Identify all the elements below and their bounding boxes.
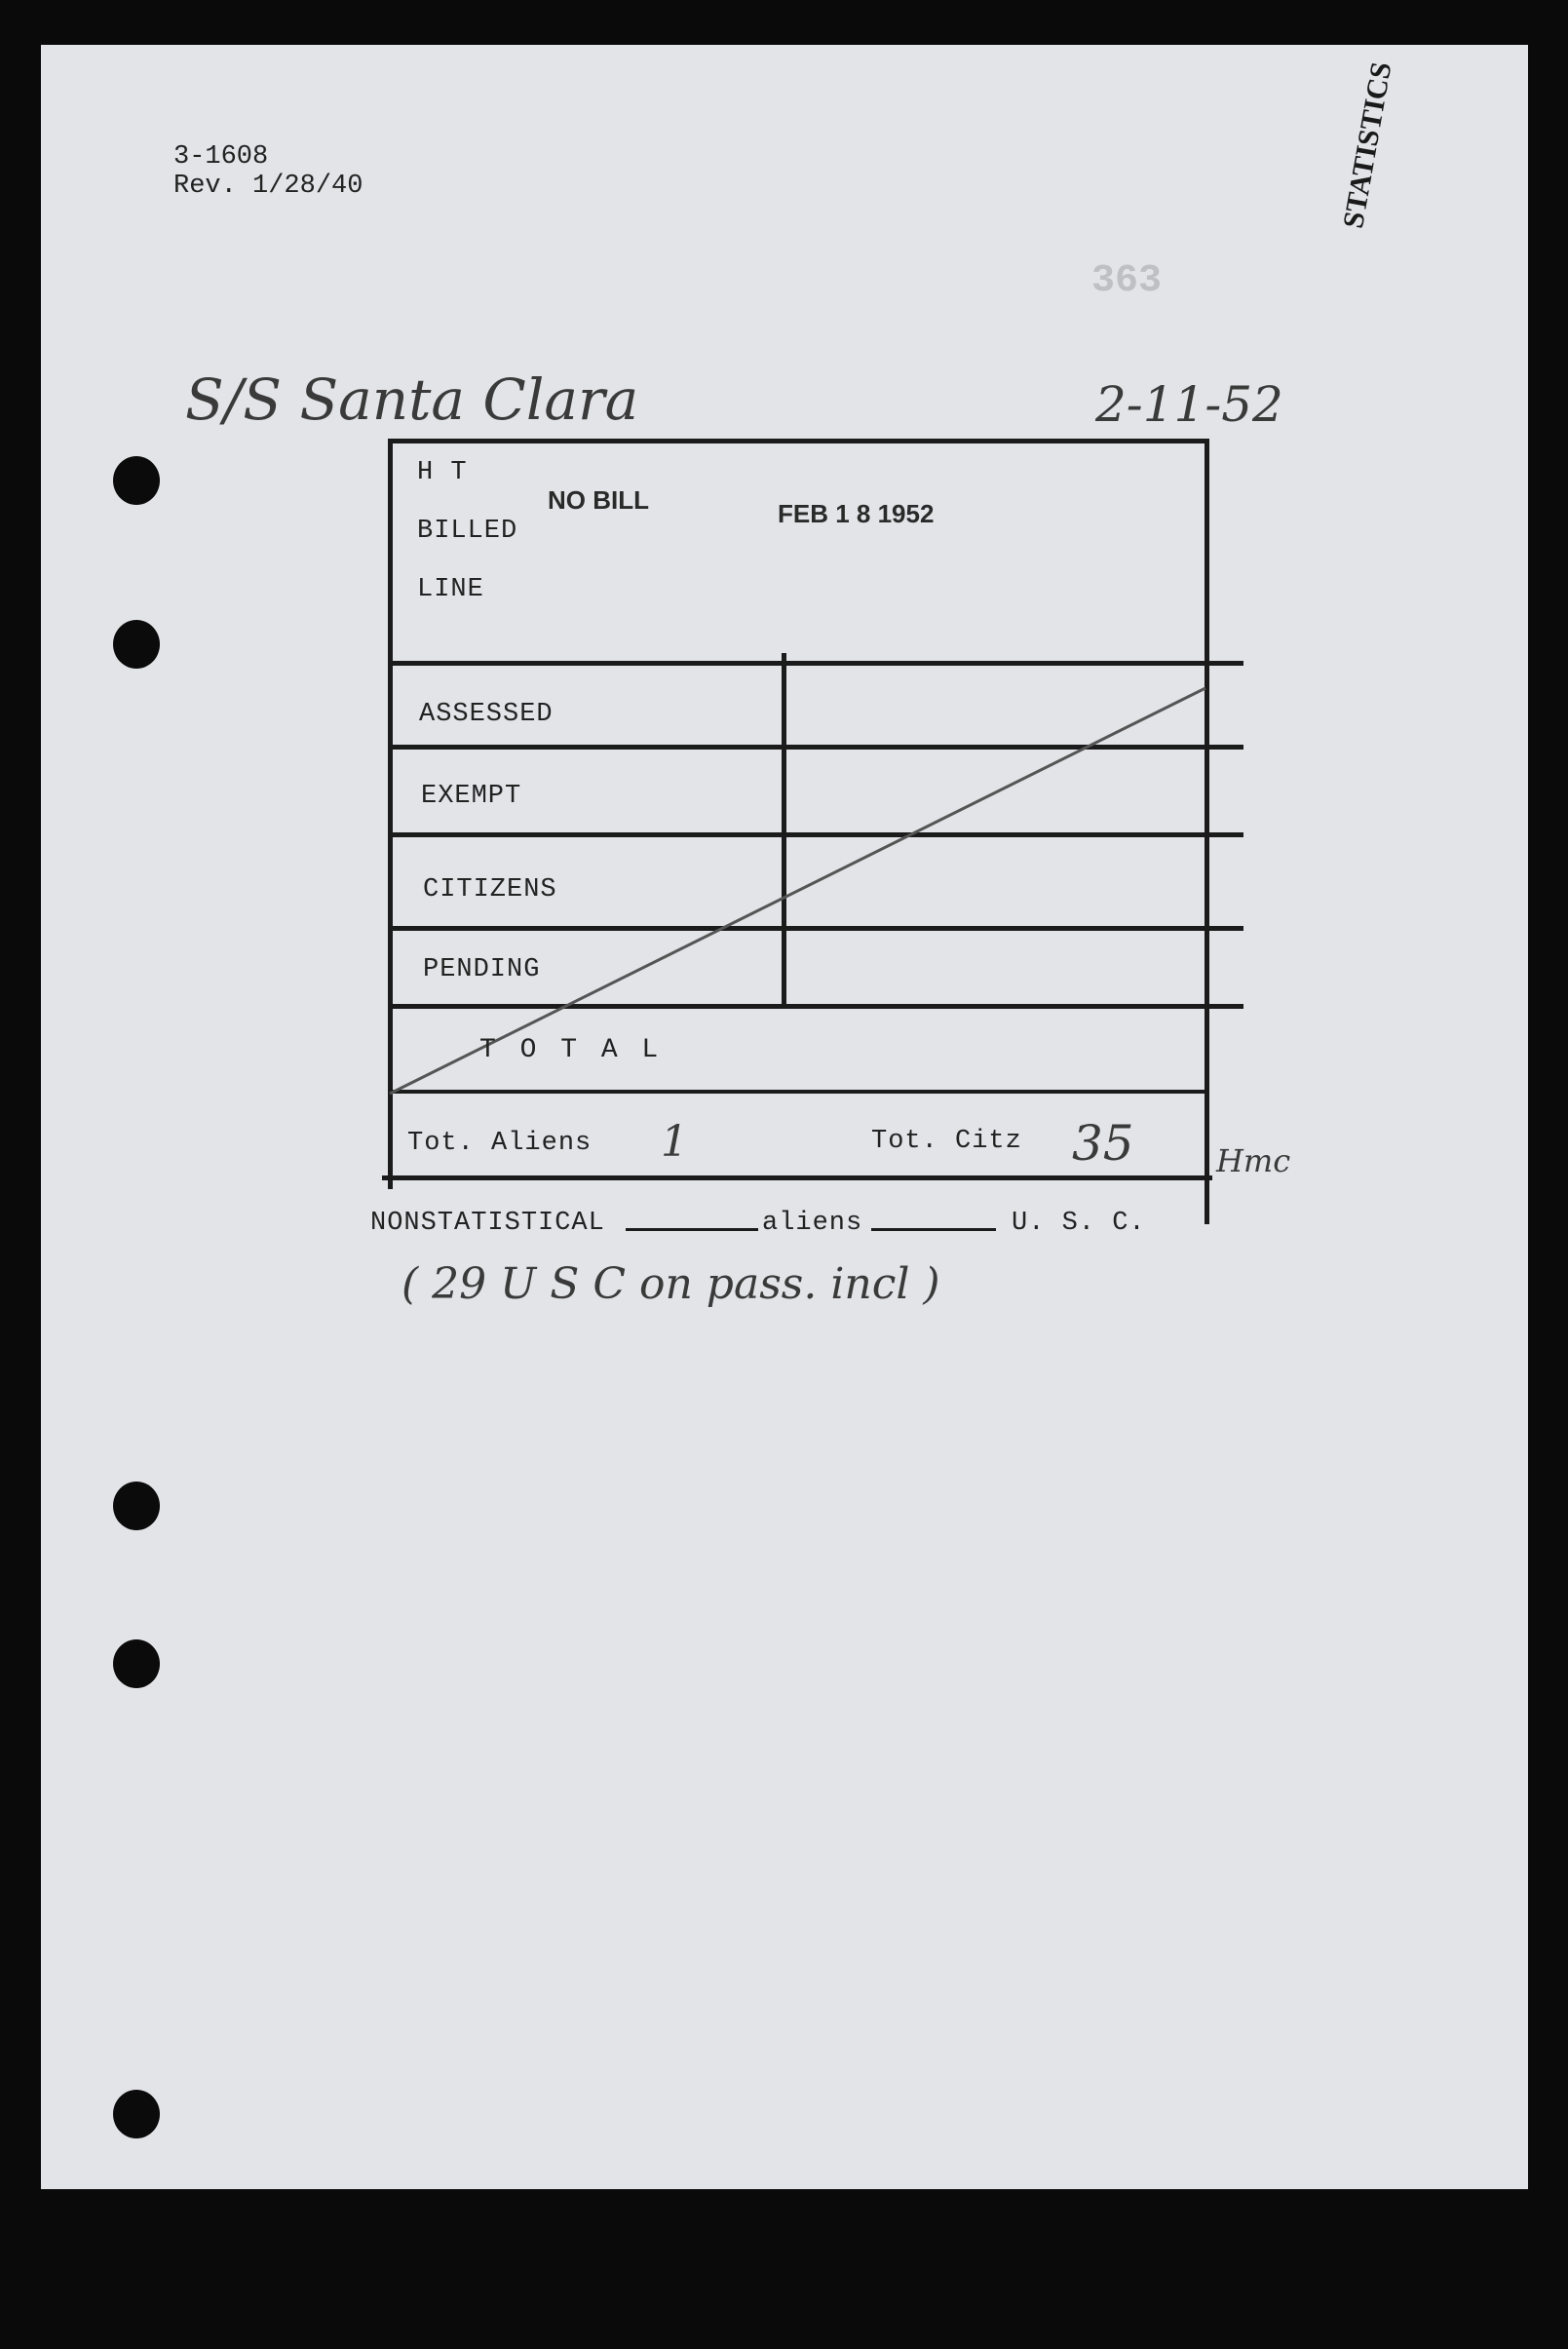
faded-stamp-number: 363: [1091, 259, 1163, 303]
ht-label: H T: [417, 458, 468, 487]
total-label: T O T A L: [479, 1035, 663, 1065]
tot-aliens-label: Tot. Aliens: [407, 1129, 593, 1158]
form-number: 3-1608: [173, 142, 269, 172]
row-label-citizens: CITIZENS: [423, 875, 557, 905]
blank-line: [871, 1228, 996, 1231]
row-label-assessed: ASSESSED: [419, 700, 554, 729]
aliens-label: aliens: [762, 1209, 863, 1238]
nonstatistical-label: NONSTATISTICAL: [370, 1209, 605, 1238]
ship-date: 2-11-52: [1095, 376, 1283, 433]
document-page: [41, 45, 1528, 2189]
tot-citz-label: Tot. Citz: [871, 1127, 1022, 1156]
ship-name: S/S Santa Clara: [185, 366, 639, 433]
row-label-exempt: EXEMPT: [421, 782, 522, 811]
row-label-pending: PENDING: [423, 955, 541, 984]
no-bill-stamp: NO BILL: [548, 485, 649, 515]
initials: Hmc: [1216, 1142, 1291, 1179]
form-revision: Rev. 1/28/40: [173, 172, 363, 201]
date-received-stamp: FEB 1 8 1952: [778, 499, 935, 528]
diagonal-strike-line: [41, 45, 1528, 2189]
tot-citz-value: 35: [1072, 1115, 1134, 1172]
billed-label: BILLED: [417, 517, 518, 546]
line-label: LINE: [417, 575, 484, 604]
usc-label: U. S. C.: [1012, 1209, 1146, 1238]
handwritten-note: ( 29 U S C on pass. incl ): [402, 1259, 940, 1309]
blank-line: [626, 1228, 758, 1231]
statistics-stamp: STATISTICS: [1337, 59, 1398, 231]
tot-aliens-value: 1: [661, 1117, 688, 1167]
